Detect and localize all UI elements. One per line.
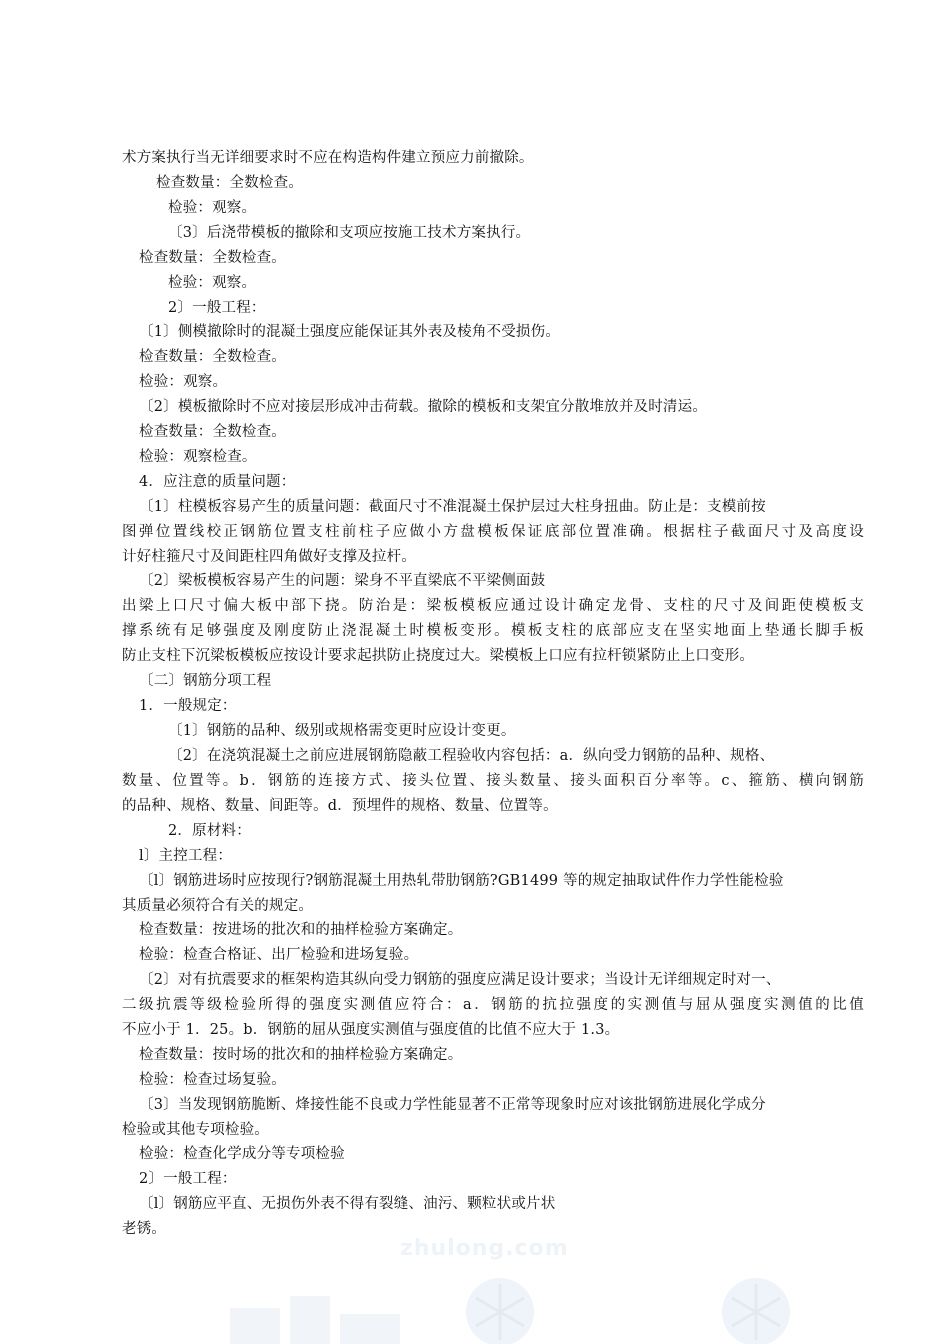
text-line: l〕主控工程： bbox=[139, 848, 233, 864]
building-watermark-icon bbox=[220, 1288, 420, 1344]
text-line: 2〕一般工程： bbox=[139, 1171, 237, 1187]
text-line: 检查数量：全数检查。 bbox=[139, 250, 286, 266]
text-line: 〔2〕在浇筑混凝土之前应进展钢筋隐蔽工程验收内容包括：a．纵向受力钢筋的品种、规格、 bbox=[168, 748, 775, 764]
text-line: 出梁上口尺寸偏大板中部下挠。防治是：梁板模板应通过设计确定龙骨、支柱的尺寸及间距使模板支 bbox=[122, 598, 864, 614]
text-line: 术方案执行当无详细要求时不应在构造构件建立预应力前撤除。 bbox=[122, 150, 534, 166]
text-line: 检验：观察。 bbox=[139, 374, 228, 390]
text-line: 〔2〕对有抗震要求的框架构造其纵向受力钢筋的强度应满足设计要求；当设计无详细规定时对一、 bbox=[139, 972, 781, 988]
text-line: 检查数量：全数检查。 bbox=[156, 175, 303, 191]
text-line: 〔2〕梁板模板容易产生的问题：梁身不平直梁底不平梁侧面鼓 bbox=[139, 573, 546, 589]
text-line: 的品种、规格、数量、间距等。d．预埋件的规格、数量、位置等。 bbox=[122, 798, 558, 814]
text-line: 〔3〕后浇带模板的撤除和支项应按施工技术方案执行。 bbox=[168, 225, 531, 241]
text-line: 老锈。 bbox=[122, 1221, 167, 1237]
text-line: 2．原材料： bbox=[168, 823, 251, 839]
watermark-text: zhulong.com bbox=[400, 1236, 569, 1261]
text-line: 撑系统有足够强度及刚度防止浇混凝土时模板变形。模板支柱的底部应支在坚实地面上垫通长脚手板 bbox=[122, 623, 864, 639]
text-line: 检查数量：全数检查。 bbox=[139, 349, 286, 365]
text-line: 2〕一般工程： bbox=[168, 300, 266, 316]
section-heading: 〔二〕钢筋分项工程 bbox=[139, 673, 272, 689]
text-line: 〔1〕侧模撤除时的混凝土强度应能保证其外表及棱角不受损伤。 bbox=[139, 324, 561, 340]
text-line: 计好柱箍尺寸及间距柱四角做好支撑及拉杆。 bbox=[122, 549, 416, 565]
snowflake-watermark-icon bbox=[460, 1272, 540, 1344]
text-line: 检验：检查过场复验。 bbox=[139, 1072, 286, 1088]
text-line: 检查数量：按时场的批次和的抽样检验方案确定。 bbox=[139, 1047, 463, 1063]
text-line: 检验：观察检查。 bbox=[139, 449, 257, 465]
text-line: 检验：检查化学成分等专项检验 bbox=[139, 1146, 345, 1162]
text-line: 检验：检查合格证、出厂检验和进场复验。 bbox=[139, 947, 419, 963]
text-line: 〔1〕钢筋的品种、级别或规格需变更时应设计变更。 bbox=[168, 723, 516, 739]
snowflake-watermark-icon bbox=[716, 1272, 796, 1344]
text-line: 4．应注意的质量问题： bbox=[139, 474, 296, 490]
text-line: 检查数量：全数检查。 bbox=[139, 424, 286, 440]
text-line: 防止支柱下沉梁板模板应按设计要求起拱防止挠度过大。梁模板上口应有拉杆锁紧防止上口变形。 bbox=[122, 648, 755, 664]
text-line: 〔1〕柱模板容易产生的质量问题：截面尺寸不准混凝土保护层过大柱身扭曲。防止是：支模前按 bbox=[139, 499, 766, 515]
text-line: 〔2〕模板撤除时不应对接层形成冲击荷载。撤除的模板和支架宜分散堆放并及时清运。 bbox=[139, 399, 708, 415]
text-line: 1．一般规定： bbox=[139, 698, 237, 714]
text-line: 图弹位置线校正钢筋位置支柱前柱子应做小方盘模板保证底部位置准确。根据柱子截面尺寸及高度设 bbox=[122, 524, 864, 540]
text-line: 检验：观察。 bbox=[168, 200, 257, 216]
text-line: 检查数量：按进场的批次和的抽样检验方案确定。 bbox=[139, 922, 463, 938]
text-line: 〔l〕钢筋应平直、无损伤外表不得有裂缝、油污、颗粒状或片状 bbox=[139, 1196, 556, 1212]
text-line: 检验或其他专项检验。 bbox=[122, 1122, 269, 1138]
text-line: 检验：观察。 bbox=[168, 275, 257, 291]
text-line: 二级抗震等级检验所得的强度实测值应符合：a．钢筋的抗拉强度的实测值与屈从强度实测值的比值 bbox=[122, 997, 864, 1013]
text-line: 〔l〕钢筋进场时应按现行?钢筋混凝土用热轧带肋钢筋?GB1499 等的规定抽取试件作力学性能检验 bbox=[139, 873, 784, 889]
text-line: 数量、位置等。b．钢筋的连接方式、接头位置、接头数量、接头面积百分率等。c、箍筋、横向钢筋 bbox=[122, 773, 864, 789]
text-line: 不应小于 1．25。b．钢筋的屈从强度实测值与强度值的比值不应大于 1.3。 bbox=[122, 1022, 620, 1038]
text-line: 〔3〕当发现钢筋脆断、烽接性能不良或力学性能显著不正常等现象时应对该批钢筋进展化学成分 bbox=[139, 1097, 766, 1113]
text-line: 其质量必须符合有关的规定。 bbox=[122, 898, 314, 914]
